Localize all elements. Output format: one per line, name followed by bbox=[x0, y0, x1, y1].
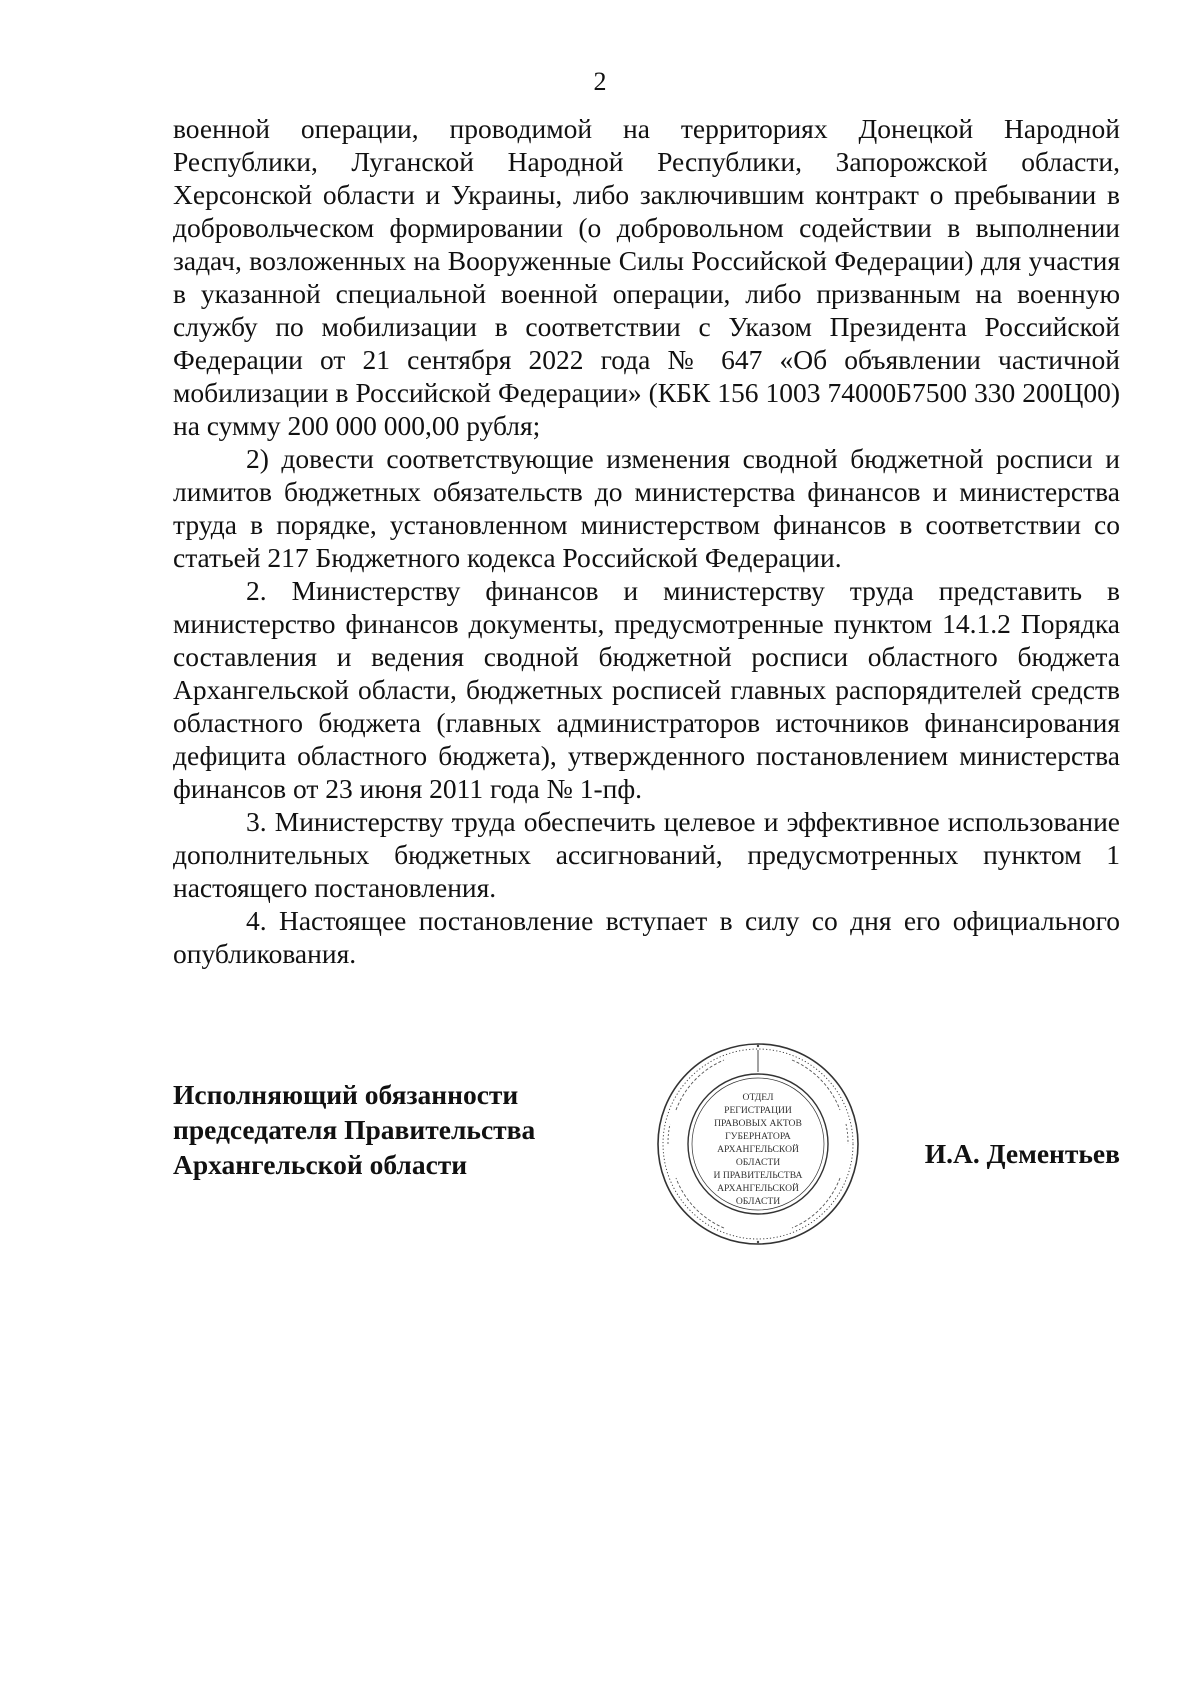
seal-text-line-4: ГУБЕРНАТОРА bbox=[725, 1131, 791, 1142]
seal-text-line-1: ОТДЕЛ bbox=[742, 1092, 774, 1103]
document-body bbox=[173, 112, 1120, 970]
seal-text-line-3: ПРАВОВЫХ АКТОВ bbox=[714, 1118, 802, 1129]
paragraph-item-4: 4. Настоящее постановление вступает в силу со дня его официального опубликования. bbox=[173, 905, 1120, 969]
signatory-title-line-2: председателя Правительства bbox=[173, 1114, 536, 1145]
signatory-title-line-3: Архангельской области bbox=[173, 1149, 468, 1180]
page-number: 2 bbox=[593, 67, 607, 96]
seal-text-line-8: АРХАНГЕЛЬСКОЙ bbox=[717, 1183, 799, 1194]
official-seal-stamp bbox=[654, 1040, 862, 1248]
paragraph-subitem-2: 2) довести соответствующие изменения сводной бюджетной росписи и лимитов бюджетных обязательств до министерства финансов и министерства труда в порядке, установленном министерством финансов в соответствии со статьей 217 Бюджетного кодекса Российской Федерации. bbox=[173, 443, 1120, 573]
signatory-title bbox=[173, 1077, 535, 1182]
signatory-title-line-1: Исполняющий обязанности bbox=[173, 1079, 519, 1110]
paragraph-continuation: военной операции, проводимой на территориях Донецкой Народной Республики, Луганской Народной Республики, Запорожской области, Херсонской области и Украины, либо заключившим контракт о пребывании в добровольческом формировании (о добровольном содействии в выполнении задач, возложенных на Вооруженные Силы Российской Федерации) для участия в указанной специальной военной операции, либо призванным на военную службу по мобилизации в соответствии с Указом Президента Российской Федерации от 21 сентября 2022 года № 647 «Об объявлении частичной мобилизации в Российской Федерации» (КБК 156 1003 74000Б7500 330 200Ц00) на сумму 200 000 000,00 рубля; bbox=[173, 113, 1120, 441]
paragraph-item-2: 2. Министерству финансов и министерству труда представить в министерство финансов документы, предусмотренные пунктом 14.1.2 Порядка составления и ведения сводной бюджетной росписи областного бюджета Архангельской области, бюджетных росписей главных распорядителей средств областного бюджета (главных администраторов источников финансирования дефицита областного бюджета), утвержденного постановлением министерства финансов от 23 июня 2011 года № 1-пф. bbox=[173, 575, 1120, 804]
seal-text-line-9: ОБЛАСТИ bbox=[735, 1196, 781, 1207]
seal-text-line-2: РЕГИСТРАЦИИ bbox=[724, 1105, 792, 1116]
seal-text-line-6: ОБЛАСТИ bbox=[735, 1157, 781, 1168]
signatory-name: И.А. Дементьев bbox=[924, 1138, 1120, 1169]
paragraph-item-3: 3. Министерству труда обеспечить целевое и эффективное использование дополнительных бюджетных ассигнований, предусмотренных пунктом 1 настоящего постановления. bbox=[173, 806, 1120, 903]
seal-text-line-7: И ПРАВИТЕЛЬСТВА bbox=[713, 1170, 803, 1181]
seal-text-line-5: АРХАНГЕЛЬСКОЙ bbox=[717, 1144, 799, 1155]
